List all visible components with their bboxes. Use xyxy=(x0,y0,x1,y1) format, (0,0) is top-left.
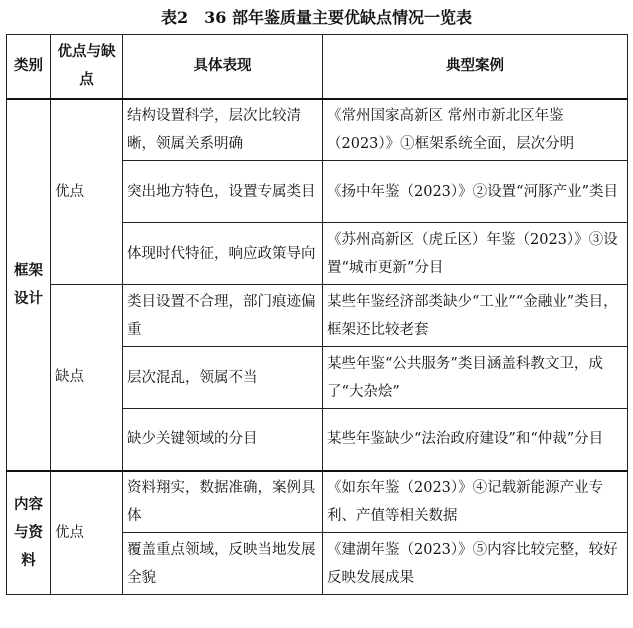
table-row xyxy=(7,99,628,161)
performance-cell: 结构设置科学，层次比较清晰，领属关系明确 xyxy=(123,99,323,161)
performance-cell: 突出地方特色，设置专属类目 xyxy=(123,161,323,223)
header-row xyxy=(7,35,628,99)
table-row xyxy=(7,471,628,533)
performance-cell: 类目设置不合理，部门痕迹偏重 xyxy=(123,285,323,347)
example-cell: 《常州国家高新区 常州市新北区年鉴（2023）》①框架系统全面，层次分明 xyxy=(323,99,628,161)
example-cell: 某些年鉴缺少“法治政府建设”和“仲裁”分目 xyxy=(323,409,628,471)
performance-cell: 体现时代特征，响应政策导向 xyxy=(123,223,323,285)
performance-cell: 覆盖重点领域，反映当地发展全貌 xyxy=(123,533,323,595)
header-examples: 典型案例 xyxy=(323,35,628,99)
header-pros-cons: 优点与缺点 xyxy=(51,35,123,99)
header-category: 类别 xyxy=(7,35,51,99)
performance-cell: 缺少关键领域的分目 xyxy=(123,409,323,471)
example-cell: 《苏州高新区（虎丘区）年鉴（2023）》③设置“城市更新”分目 xyxy=(323,223,628,285)
summary-table xyxy=(6,34,628,595)
type-cell: 缺点 xyxy=(51,285,123,471)
performance-cell: 资料翔实，数据准确，案例具体 xyxy=(123,471,323,533)
type-cell: 优点 xyxy=(51,99,123,285)
table-row xyxy=(7,285,628,347)
type-cell: 优点 xyxy=(51,471,123,595)
example-cell: 某些年鉴“公共服务”类目涵盖科教文卫，成了“大杂烩” xyxy=(323,347,628,409)
category-cell: 框架设计 xyxy=(7,99,51,471)
header-performance: 具体表现 xyxy=(123,35,323,99)
example-cell: 《建湖年鉴（2023）》⑤内容比较完整，较好反映发展成果 xyxy=(323,533,628,595)
example-cell: 某些年鉴经济部类缺少“工业”“金融业”类目，框架还比较老套 xyxy=(323,285,628,347)
category-cell: 内容与资料 xyxy=(7,471,51,595)
table-title: 表2 36 部年鉴质量主要优缺点情况一览表 xyxy=(161,8,472,27)
performance-cell: 层次混乱，领属不当 xyxy=(123,347,323,409)
example-cell: 《扬中年鉴（2023）》②设置“河豚产业”类目 xyxy=(323,161,628,223)
example-cell: 《如东年鉴（2023）》④记载新能源产业专利、产值等相关数据 xyxy=(323,471,628,533)
